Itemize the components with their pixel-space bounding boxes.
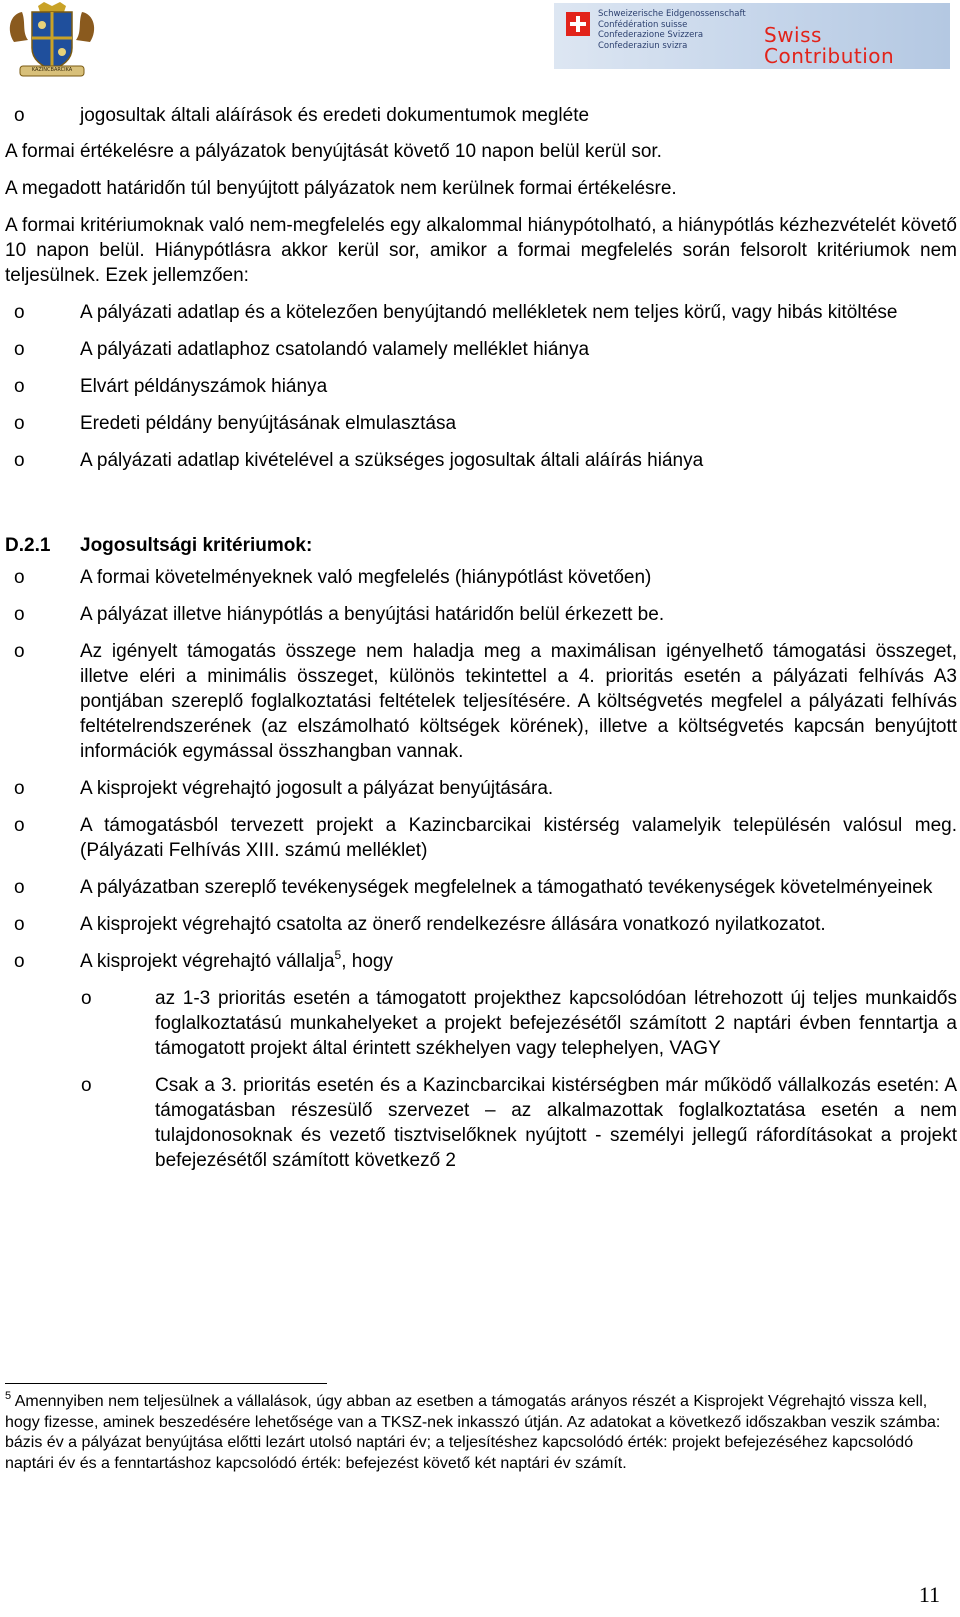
section-title: Jogosultsági kritériumok: (80, 535, 313, 556)
eligibility-text: A kisprojekt végrehajtó csatolta az önerő rendelkezésre állására vonatkozó nyilatkozatot. (80, 914, 826, 935)
footnote-text: Amennyiben nem teljesülnek a vállalások, úgy abban az esetben a támogatás arányos részét a Kisprojekt Végrehajtó vissza kell, hogy fizesse, aminek beszedésére lehetősége van a TKSZ-nek inkasszó útján. Az adatokat a következő időszakban veszik számba: bázis év a pályázat benyújtása előtti lezárt utolsó naptári év; a teljesítéshez kapcsolódó érték: projekt befejezéséhez kapcsolódó naptári év és a fenntartáshoz kapcsolódó érték: befejezést követő két naptári év számít. (5, 1393, 941, 1472)
footnote-marker: 5 (5, 1389, 12, 1402)
bullet-marker: o (14, 105, 25, 126)
paragraph-deficiency-rules: A formai kritériumoknak való nem-megfelelés egy alkalommal hiánypótolható, a hiánypótlás kézhezvételét követő 10 napon belül. Hiánypótlásra akkor kerül sor, amikor a formai megfelelés során felsorolt kritériumok nem teljesülnek. Ezek jellemzően: (5, 215, 957, 286)
swiss-flag-icon (566, 12, 590, 36)
bullet-marker: o (14, 914, 25, 935)
footnote-reference[interactable]: 5 (334, 947, 342, 962)
swiss-line-de: Schweizerische Eidgenossenschaft (598, 9, 746, 19)
commitment-sub-text: Csak a 3. prioritás esetén és a Kazincbarcikai kistérségben már működő vállalkozás esetén: A támogatásban részesülő szervezet – az alkalmazottak foglalkoztatása esetén a nem tulajdonosoknak és vezető tisztviselőknek nyújtott - személyi jellegű ráfordításokat a projekt befejezésétől számított következő 2 (155, 1075, 957, 1171)
swiss-line-rm: Confederaziun svizra (598, 40, 688, 51)
page-number: 11 (918, 1582, 940, 1607)
bullet-marker: o (14, 339, 25, 360)
eligibility-item (5, 602, 957, 627)
eligibility-text: A pályázat illetve hiánypótlás a benyújtási határidőn belül érkezett be. (80, 604, 665, 625)
bullet-marker: o (14, 951, 25, 972)
deficiency-text: A pályázati adatlap kivételével a szükséges jogosultak általi aláírás hiánya (80, 450, 704, 471)
bullet-marker: o (81, 1075, 92, 1096)
bullet-text: jogosultak általi aláírások és eredeti dokumentumok megléte (80, 105, 590, 126)
swiss-line-it: Confederazione Svizzera (598, 30, 704, 40)
eligibility-item (5, 813, 957, 863)
swiss-contribution-logo (554, 3, 950, 69)
deficiency-item (5, 411, 957, 436)
footnote (5, 1389, 957, 1474)
bullet-marker: o (14, 641, 25, 662)
swiss-confederation-names (598, 9, 746, 51)
commitment-sub-item (5, 1073, 957, 1173)
deficiency-item (5, 448, 957, 473)
commitment-text: A kisprojekt végrehajtó vállalja (80, 951, 335, 972)
bullet-marker: o (81, 988, 92, 1009)
deficiency-text: Eredeti példány benyújtásának elmulasztása (80, 413, 457, 434)
bullet-marker: o (14, 302, 25, 323)
commitment-sub-text: az 1-3 prioritás esetén a támogatott projekthez kapcsolódóan létrehozott új teljes munkaidős foglalkoztatású munkahelyeket a projekt befejezésétől számított 2 naptári évben fenntartja a támogatott projekt által érintett székhelyen vagy telephelyen, VAGY (155, 988, 957, 1059)
bullet-marker: o (14, 567, 25, 588)
crest-banner-label: KAZINCBARCIKA (31, 67, 73, 73)
commitment-suffix: , hogy (341, 951, 393, 972)
eligibility-item-commitment (5, 949, 957, 974)
commitment-sub-item (5, 986, 957, 1061)
bullet-item-signatures (5, 103, 957, 128)
section-number: D.2.1 (5, 535, 51, 556)
footnote-separator (5, 1383, 327, 1384)
eligibility-text: A pályázatban szereplő tevékenységek megfelelnek a támogatható tevékenységek követelményeinek (80, 877, 933, 898)
swiss-contribution-wordmark (764, 25, 894, 67)
page-header (0, 0, 960, 84)
document-body (5, 103, 957, 1173)
eligibility-item (5, 639, 957, 764)
eligibility-item (5, 875, 957, 900)
deficiency-text: A pályázati adatlap és a kötelezően benyújtandó mellékletek nem teljes körű, vagy hibás kitöltése (80, 302, 898, 323)
deficiency-item (5, 374, 957, 399)
eligibility-item (5, 912, 957, 937)
paragraph-late-submissions: A megadott határidőn túl benyújtott pályázatok nem kerülnek formai értékelésre. (5, 178, 677, 199)
eligibility-text (80, 949, 957, 974)
eligibility-text: A kisprojekt végrehajtó jogosult a pályázat benyújtására. (80, 778, 554, 799)
eligibility-item (5, 565, 957, 590)
eligibility-text: A formai követelményeknek való megfelelés (hiánypótlást követően) (80, 567, 652, 588)
bullet-marker: o (14, 450, 25, 471)
deficiency-text: Elvárt példányszámok hiánya (80, 376, 328, 397)
bullet-marker: o (14, 604, 25, 625)
deficiency-item (5, 337, 957, 362)
bullet-marker: o (14, 815, 25, 836)
eligibility-text: Az igényelt támogatás összege nem haladja meg a maximálisan igényelhető támogatási összeget, illetve eléri a minimális összeget, különös tekintettel a 4. prioritás esetén a pályázati felhívás A3 pontjában szereplő foglalkoztatási feltételek teljesítésére. A költségvetés megfelel a pályázati felhívás feltételrendszerének (az elszámolható költségek körének), illetve a költségvetés kapcsán benyújtott információk egymással összhangban vannak. (80, 641, 957, 762)
eligibility-text: A támogatásból tervezett projekt a Kazincbarcikai kistérség valamelyik településén valósul meg. (Pályázati Felhívás XIII. számú melléklet) (80, 815, 957, 861)
swiss-brand-word-2: Contribution (764, 44, 895, 68)
bullet-marker: o (14, 778, 25, 799)
bullet-marker: o (14, 413, 25, 434)
bullet-marker: o (14, 376, 25, 397)
swiss-brand-word-1: Swiss (764, 23, 822, 47)
paragraph-evaluation-deadline: A formai értékelésre a pályázatok benyújtását követő 10 napon belül kerül sor. (5, 141, 662, 162)
swiss-line-fr: Confédération suisse (598, 19, 688, 30)
deficiency-item (5, 300, 957, 325)
deficiency-text: A pályázati adatlaphoz csatolandó valamely melléklet hiánya (80, 339, 590, 360)
section-heading (5, 533, 957, 558)
bullet-marker: o (14, 877, 25, 898)
eligibility-item (5, 776, 957, 801)
